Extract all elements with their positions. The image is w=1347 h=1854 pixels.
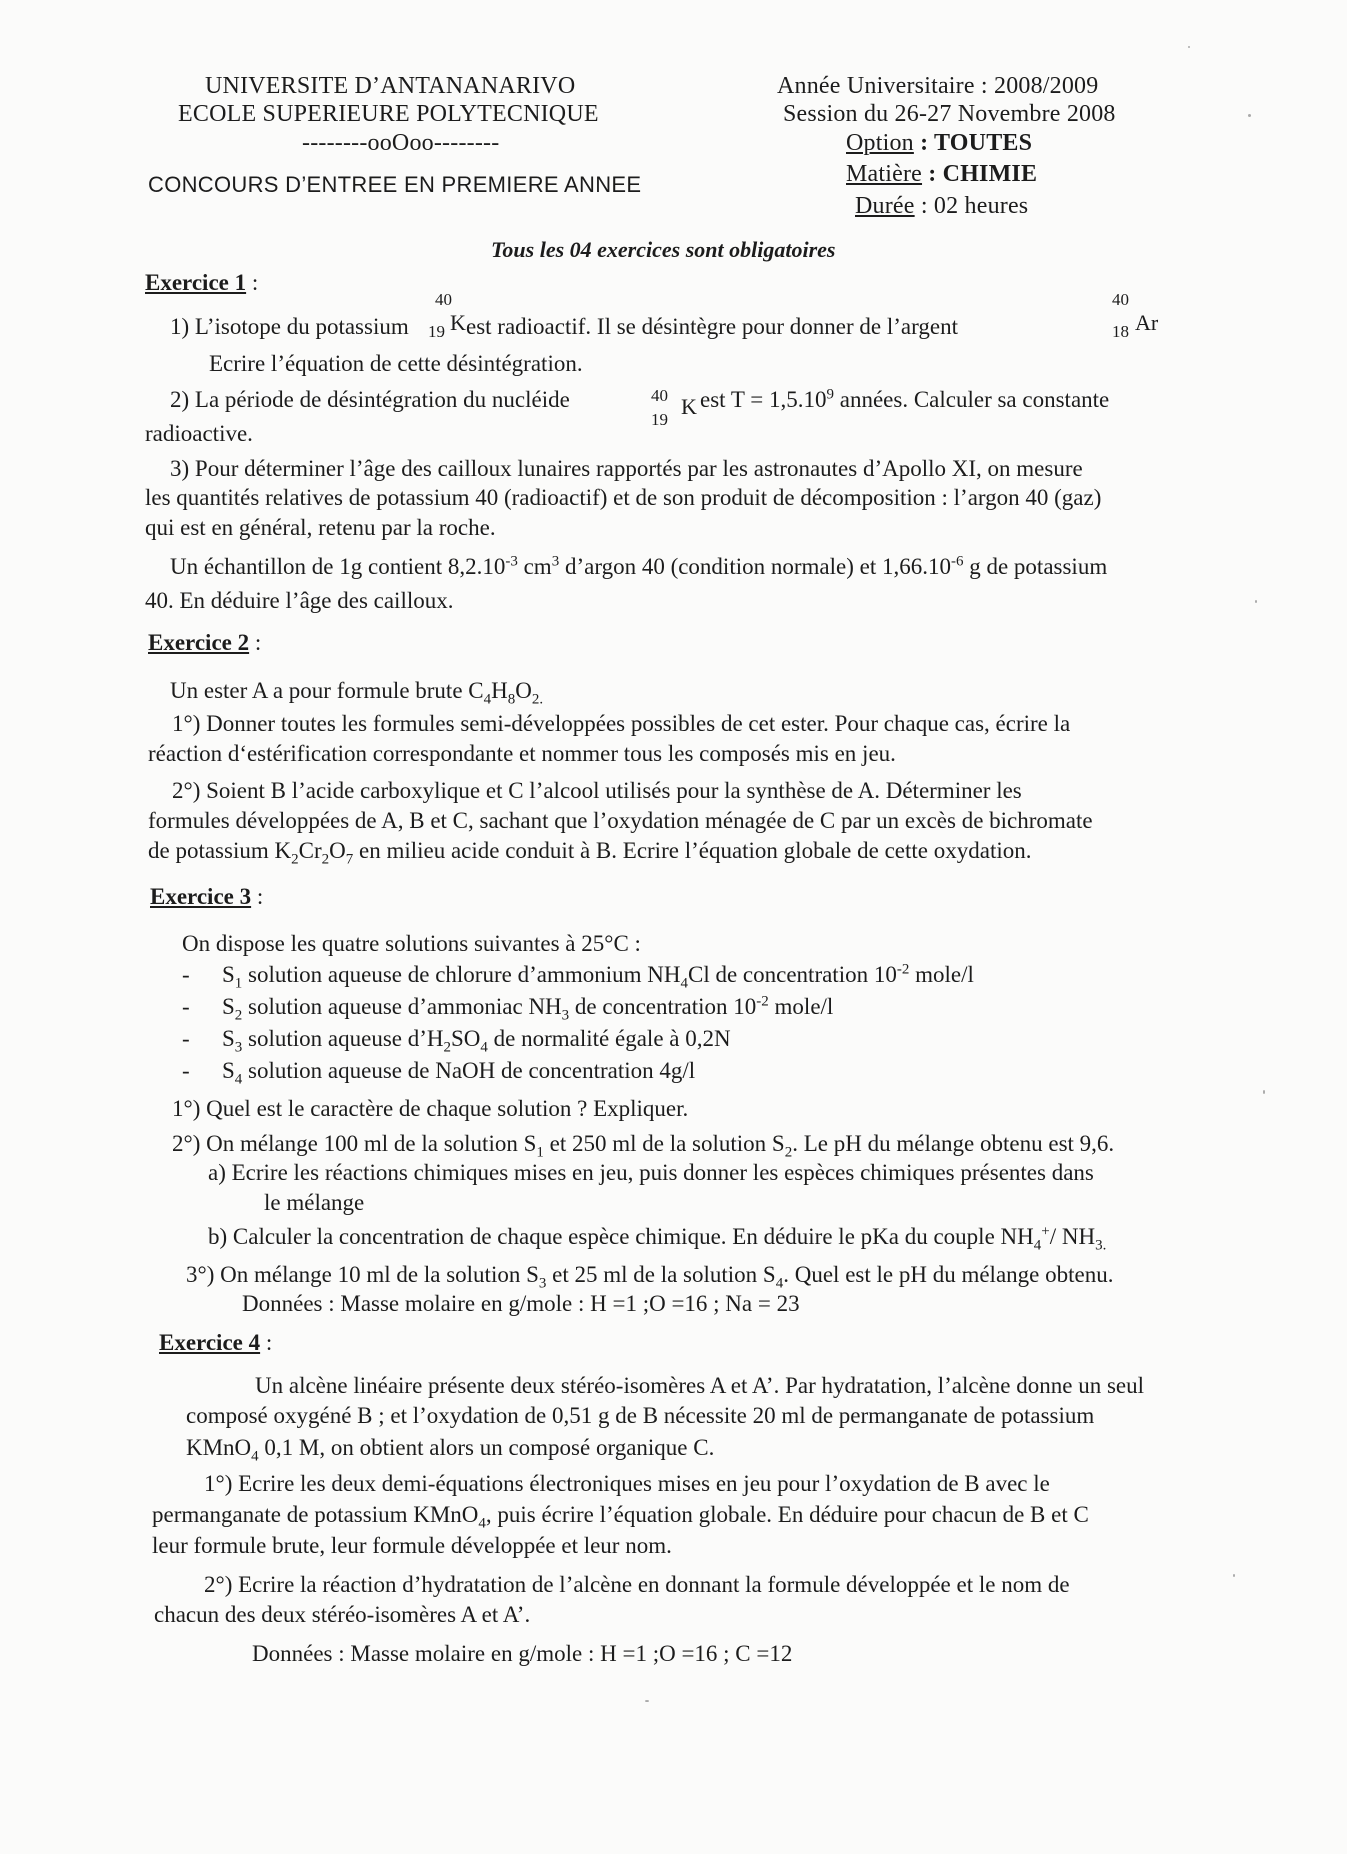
ex3-s4-dash: - [182,1058,190,1083]
ex1-q2-text-3: années. Calculer sa constante [834,387,1110,412]
ex2-intro-a: Un ester A a pour formule brute C [170,678,484,703]
university-name: UNIVERSITE D’ANTANANARIVO [205,73,576,99]
ex1-q3-line-1: 3) Pour déterminer l’âge des cailloux lunaires rapportés par les astronautes d’Apollo XI, on mesure [170,456,1083,481]
ex1-q3-text-d: g de potassium [963,554,1108,579]
ex3-s1-exp: -2 [896,961,910,978]
ex1-q1-text: 1) L’isotope du potassium [170,314,409,339]
ex3-s4-a: S [222,1058,235,1083]
ex4-q1-line-1: 1°) Ecrire les deux demi-équations électroniques mises en jeu pour l’oxydation de B avec le [204,1471,1050,1496]
ex3-q3-sub2: 4 [775,1275,784,1292]
ex2-q2-line-1: 2°) Soient B l’acide carboxylique et C l’alcool utilisés pour la synthèse de A. Déterminer les [172,778,1022,803]
ex3-s2-exp: -2 [756,993,769,1010]
ex1-q3-line-3: qui est en général, retenu par la roche. [145,515,496,540]
ex4-q1-line-3: leur formule brute, leur formule développée et leur nom. [152,1533,672,1558]
ex2-q2-s2: 2 [321,851,330,868]
ex1-q1-k-z: 19 [428,322,445,341]
ex3-q2b-sub2: 3. [1095,1237,1107,1254]
ex3-q2b-sub: 4 [1033,1237,1042,1254]
ex3-s4 [222,1057,696,1088]
ex3-q2-sub1: 1 [536,1144,544,1161]
exercise-1-title [145,270,258,296]
ex3-s1-sub2: 4 [680,975,688,992]
ex2-q2-text-d: en milieu acide conduit à B. Ecrire l’équation globale de cette oxydation. [353,838,1032,863]
scan-speck [1233,1574,1235,1577]
ex1-q3-text-c: d’argon 40 (condition normale) et 1,66.10 [559,554,951,579]
ex4-intro-b: 0,1 M, on obtient alors un composé organique C. [258,1435,715,1460]
ex2-intro-s1: 4 [483,691,492,708]
ex1-q3-line-2: les quantités relatives de potassium 40 (radioactif) et de son produit de décomposition : l’argon 40 (gaz) [145,485,1102,510]
ex3-s2-sub2: 3 [561,1007,570,1024]
ex1-q3-exp-1: -3 [505,553,518,570]
exercise-1-label: Exercice 1 [145,270,247,295]
ex3-s3-sub3: 4 [480,1039,488,1056]
ex1-q2-line-2: radioactive. [145,421,253,446]
ex4-intro-line-2: composé oxygéné B ; et l’oxydation de 0,51 g de B nécessite 20 ml de permanganate de potassium [186,1403,1095,1428]
ex3-q2b [208,1223,1107,1254]
ex3-s2 [222,993,834,1024]
scan-speck [645,1700,649,1702]
ex3-s3-sub: 3 [234,1039,243,1056]
ex2-q1-line-1: 1°) Donner toutes les formules semi-développées possibles de cet ester. Pour chaque cas, écrire la [172,711,1071,736]
ex3-q2-c: . Le pH du mélange obtenu est 9,6. [792,1131,1115,1156]
ex4-q1-sub: 4 [478,1515,486,1532]
ex3-s3-dash: - [182,1026,190,1051]
ex2-intro-c: O [515,678,532,703]
ex4-intro-sub: 4 [251,1448,259,1465]
ex3-s2-sub: 2 [234,1007,243,1024]
ex2-q2-text-a: de potassium K [148,838,292,863]
ex1-q3-line-4 [170,553,1107,581]
ex3-s2-c: de concentration 10 [569,994,757,1019]
ex4-q1-b: , puis écrire l’équation globale. En déduire pour chacun de B et C [485,1502,1089,1527]
ex3-q3 [186,1261,1114,1292]
ex3-s3 [222,1025,731,1056]
ex3-q1: 1°) Quel est le caractère de chaque solution ? Expliquer. [172,1096,689,1121]
ex3-s1-dash: - [182,962,190,987]
ex1-q1-line-2: Ecrire l’équation de cette désintégration. [209,351,583,376]
exercise-4-label: Exercice 4 [159,1330,261,1355]
option-value: : TOUTES [920,130,1033,156]
exercise-2-colon: : [249,630,262,655]
ex3-s2-dash: - [182,994,190,1019]
ex2-intro-s2: 8 [507,691,516,708]
ex3-q3-c: . Quel est le pH du mélange obtenu. [783,1262,1114,1287]
school-name: ECOLE SUPERIEURE POLYTECNIQUE [178,101,599,127]
ex1-q1-ar-symbol: Ar [1135,310,1159,335]
ex2-q2-line-2: formules développées de A, B et C, sachant que l’oxydation ménagée de C par un excès de bichromate [148,808,1093,833]
ex4-intro-line-3 [186,1434,715,1465]
ex1-q3-text-a: Un échantillon de 1g contient 8,2.10 [170,554,506,579]
ex1-q3-text-b: cm [517,554,552,579]
ex3-s3-sub2: 2 [443,1039,452,1056]
ex3-s2-a: S [222,994,235,1019]
matiere-value: : CHIMIE [928,161,1038,187]
ex1-q2-text-2 [700,386,1109,414]
ex3-q3-b: et 25 ml de la solution S [546,1262,776,1287]
ex3-s2-d: mole/l [768,994,834,1019]
ex4-q1-a: permanganate de potassium KMnO [152,1502,479,1527]
scan-speck [1255,600,1257,603]
exercise-4-colon: : [260,1330,273,1355]
ex3-intro: On dispose les quatre solutions suivantes à 25°C : [182,931,641,956]
exercise-1-colon: : [246,270,259,295]
ex2-intro-b: H [491,678,508,703]
ex3-q2-a: 2°) On mélange 100 ml de la solution S [172,1131,537,1156]
ex3-s2-b: solution aqueuse d’ammoniac NH [242,994,562,1019]
ex1-q2-mass: 40 [651,386,668,405]
academic-year: Année Universitaire : 2008/2009 [777,73,1099,99]
matiere-row [846,161,1037,188]
ex2-intro-s3: 2. [531,691,544,708]
exercise-2-label: Exercice 2 [148,630,250,655]
ex1-q2-text: 2) La période de désintégration du nucléide [170,387,570,412]
scan-speck [1248,114,1251,117]
ex3-s1-a: S [222,962,235,987]
scan-speck [1263,1090,1265,1094]
ex3-q2a-line-2: le mélange [264,1190,365,1215]
ex2-intro [170,677,544,708]
ex3-s4-b: solution aqueuse de NaOH de concentration 4g/l [242,1058,696,1083]
ex2-q2-text-c: O [329,838,346,863]
ex1-q1-ar-mass: 40 [1112,290,1129,309]
option-label: Option [846,130,914,156]
ex3-s3-c: SO [451,1026,481,1051]
ex4-intro-line-1: Un alcène linéaire présente deux stéréo-isomères A et A’. Par hydratation, l’alcène donne un seul [255,1373,1145,1398]
ex1-q2-z: 19 [651,410,668,429]
ex1-q2-period: est T = 1,5.10 [700,387,827,412]
ex4-intro-a: KMnO [186,1435,252,1460]
ex3-s3-d: de normalité égale à 0,2N [487,1026,731,1051]
ex1-q2-symbol: K [681,394,697,419]
instruction: Tous les 04 exercices sont obligatoires [491,237,836,262]
ex3-s1-d: mole/l [909,962,974,987]
contest-title: CONCOURS D’ENTREE EN PREMIERE ANNEE [148,172,642,197]
ex3-q2-b: et 250 ml de la solution S [543,1131,785,1156]
ex3-s4-sub: 4 [234,1071,243,1088]
header-separator: --------ooOoo-------- [302,130,500,156]
ex3-s1 [222,961,974,992]
duree-row [855,193,1028,220]
ex4-q1-line-2 [152,1501,1089,1532]
ex1-q1-k-symbol: K [450,310,466,335]
exercise-3-label: Exercice 3 [150,884,252,909]
ex2-q2-text-b: Cr [298,838,322,863]
ex3-q2-sub2: 2 [784,1144,793,1161]
ex1-q3-exp-2: 3 [551,553,560,570]
ex2-q2-s1: 2 [291,851,299,868]
session-date: Session du 26-27 Novembre 2008 [783,101,1116,127]
ex3-s1-c: Cl de concentration 10 [687,962,897,987]
ex3-q2a-line-1: a) Ecrire les réactions chimiques mises en jeu, puis donner les espèces chimiques présentes dans [208,1160,1094,1185]
ex3-data: Données : Masse molaire en g/mole : H =1 ;O =16 ; Na = 23 [242,1291,800,1316]
ex3-q2b-sup: + [1041,1223,1050,1240]
exercise-2-title [148,630,261,656]
ex3-q3-sub1: 3 [538,1275,547,1292]
ex1-q1-text-2: est radioactif. Il se désintègre pour donner de l’argent [466,314,958,339]
scan-speck [1188,46,1190,48]
exercise-3-title [150,884,263,910]
ex1-q3-line-5: 40. En déduire l’âge des cailloux. [145,588,454,613]
ex3-s1-b: solution aqueuse de chlorure d’ammonium NH [242,962,681,987]
ex3-s1-sub: 1 [234,975,243,992]
ex4-q2-line-2: chacun des deux stéréo-isomères A et A’. [154,1602,531,1627]
ex3-s3-a: S [222,1026,235,1051]
ex4-q2-line-1: 2°) Ecrire la réaction d’hydratation de l’alcène en donnant la formule développée et le nom de [204,1572,1070,1597]
exercise-3-colon: : [251,884,264,909]
matiere-label: Matière [846,161,923,187]
ex2-q2-s3: 7 [345,851,354,868]
ex1-q1-ar-z: 18 [1112,322,1129,341]
duree-value: : 02 heures [920,193,1029,219]
ex3-q3-a: 3°) On mélange 10 ml de la solution S [186,1262,539,1287]
ex3-q2b-b: / NH [1049,1224,1096,1249]
exercise-4-title [159,1330,272,1356]
ex2-q1-line-2: réaction d‘estérification correspondante et nommer tous les composés mis en jeu. [148,741,896,766]
duree-label: Durée [855,193,915,219]
ex1-q2-exp: 9 [826,386,834,403]
ex4-data: Données : Masse molaire en g/mole : H =1 ;O =16 ; C =12 [252,1641,793,1666]
ex3-s3-b: solution aqueuse d’H [242,1026,444,1051]
ex3-q2 [172,1130,1115,1161]
ex3-q2b-a: b) Calculer la concentration de chaque espèce chimique. En déduire le pKa du couple NH [208,1224,1034,1249]
ex2-q2-line-3 [148,837,1032,868]
ex1-q1-k-mass: 40 [435,290,452,309]
option-row [846,130,1032,157]
ex1-q3-exp-3: -6 [950,553,964,570]
